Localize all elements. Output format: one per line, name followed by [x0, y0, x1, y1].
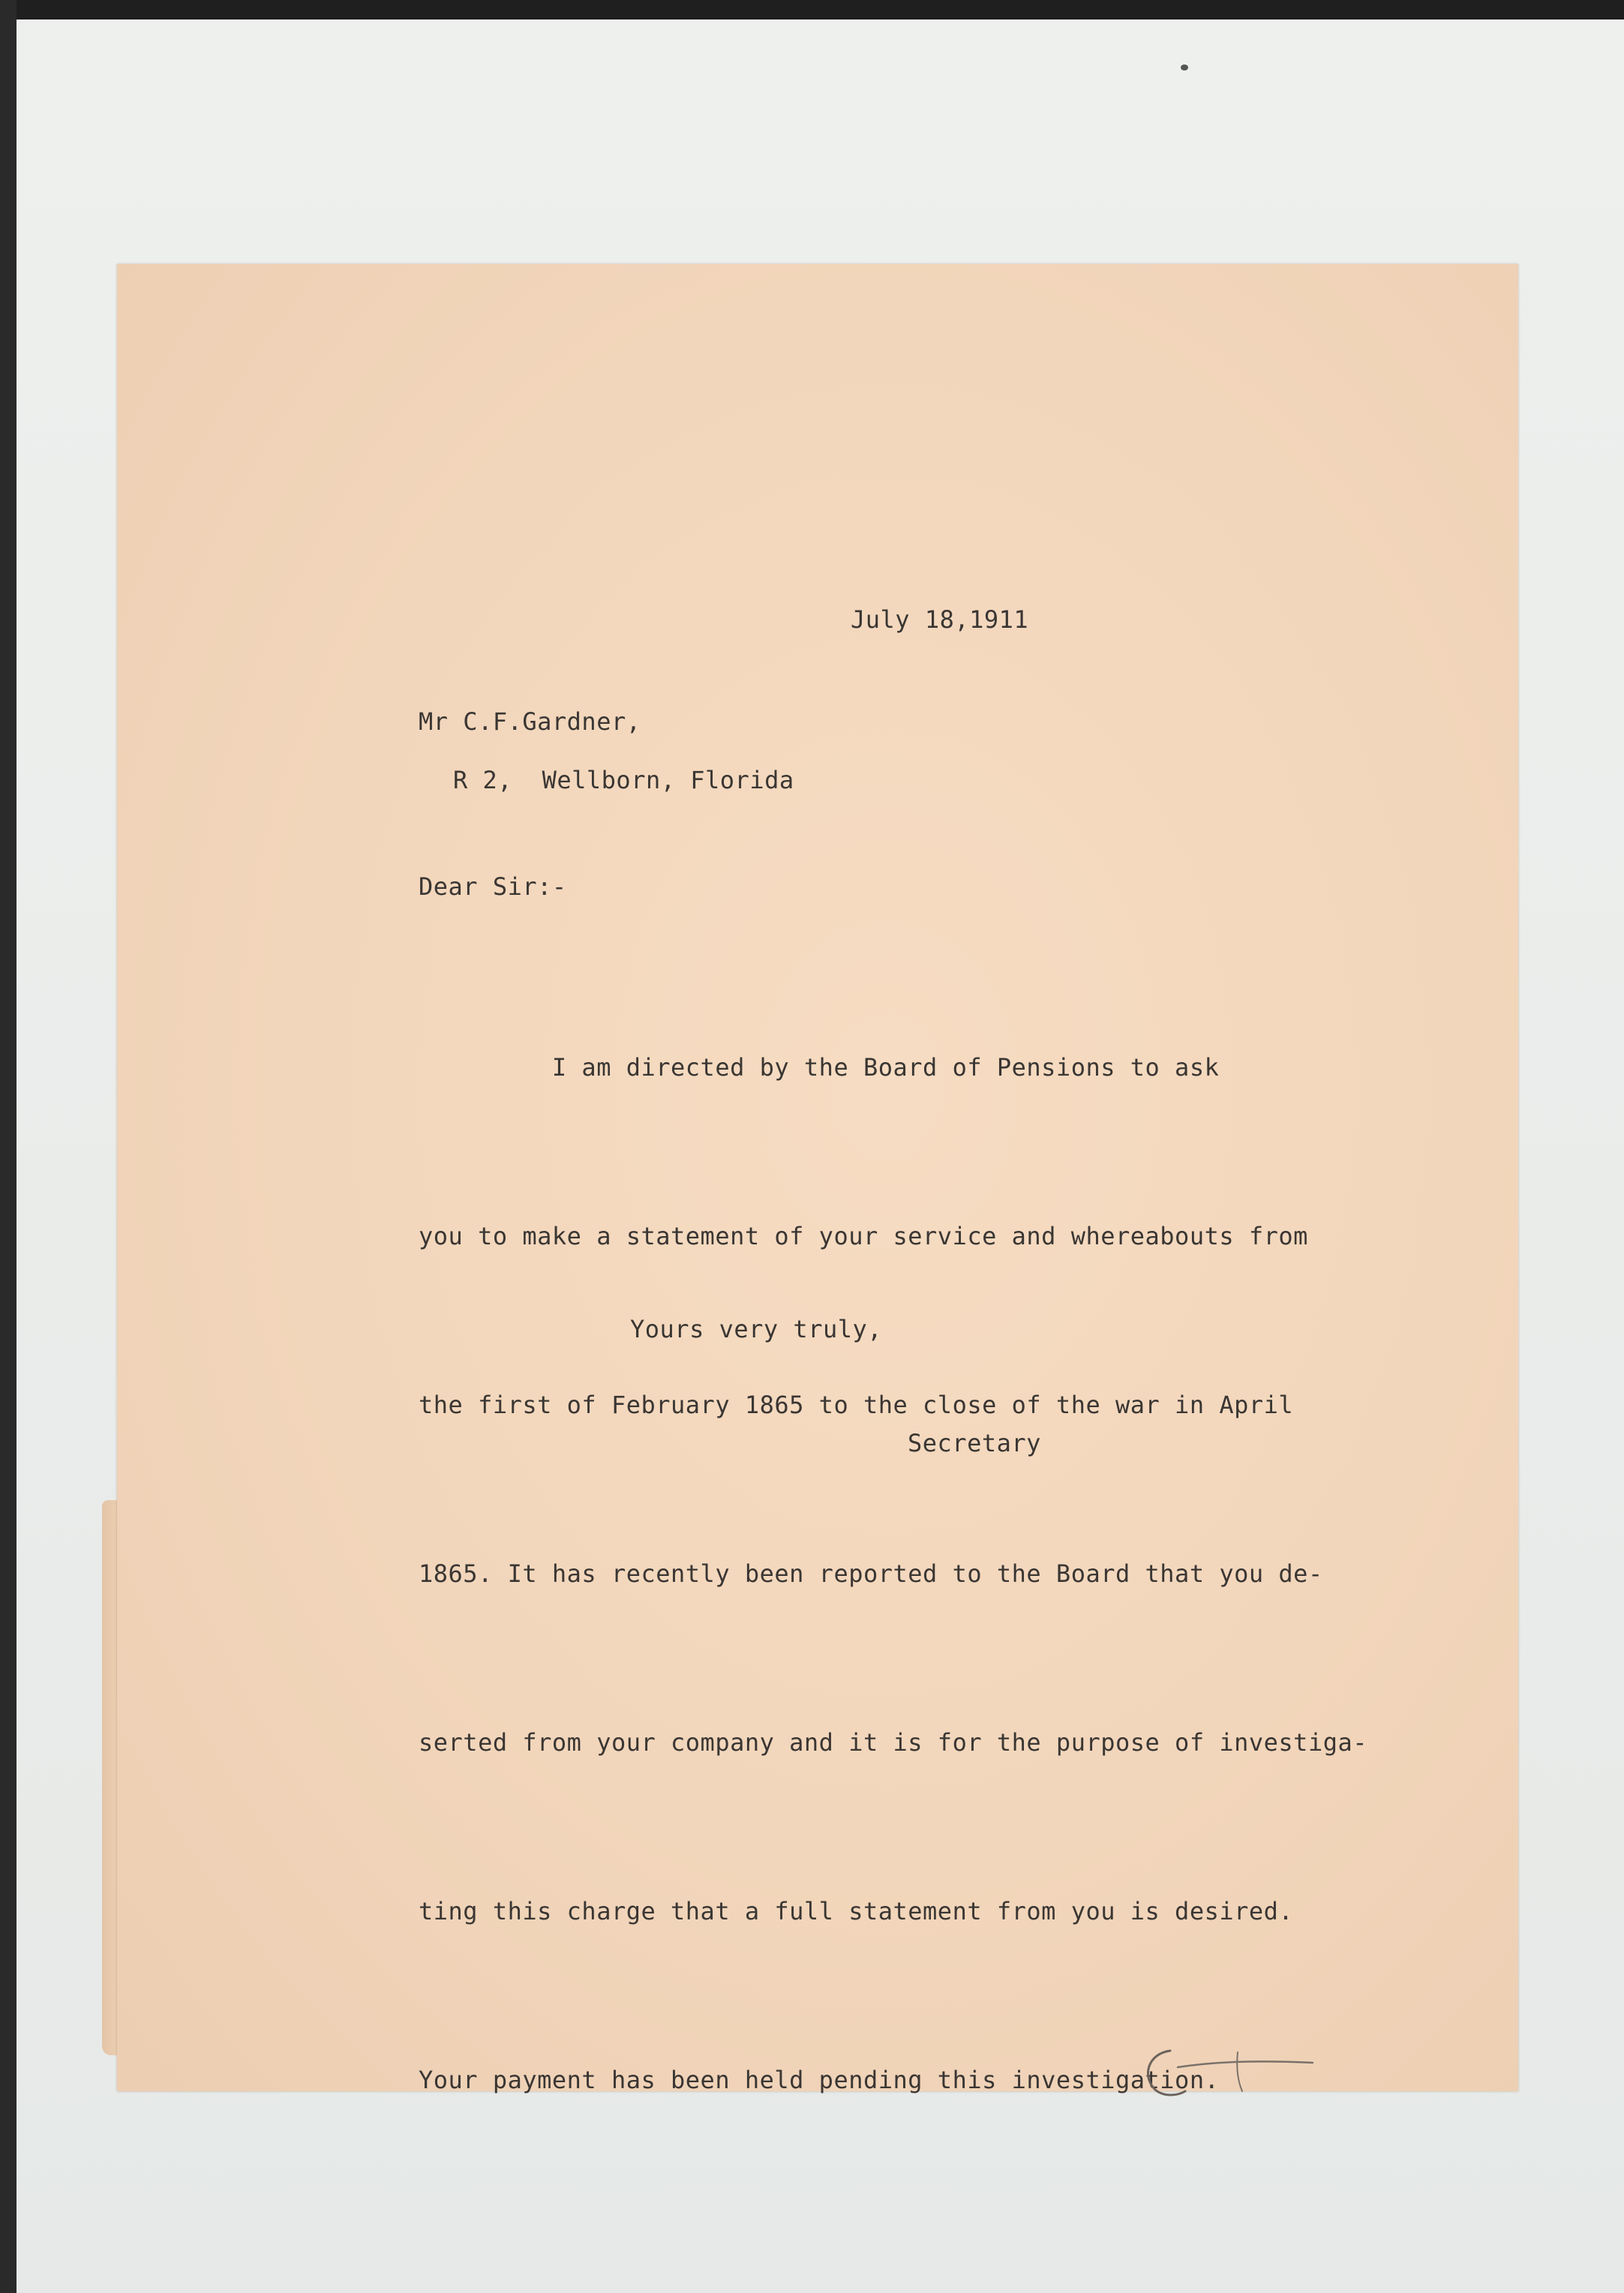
recipient-address: R 2, Wellborn, Florida: [453, 766, 794, 794]
letter-closing: Yours very truly,: [630, 1315, 883, 1343]
body-line: 1865. It has recently been reported to the Board that you de-: [419, 1559, 1323, 1588]
recipient-name: Mr C.F.Gardner,: [419, 707, 641, 736]
scan-top-border: [0, 0, 1624, 20]
scan-dust-speck: [1181, 65, 1188, 71]
scan-left-border: [0, 0, 17, 2293]
signature-title: Secretary: [908, 1429, 1041, 1457]
body-line: Your payment has been held pending this investigation.: [419, 2066, 1220, 2094]
letter-date: July 18,1911: [851, 605, 1029, 634]
body-line: the first of February 1865 to the close of the war in April: [419, 1391, 1294, 1419]
letter-body: [419, 927, 1367, 2165]
body-line: ting this charge that a full statement from you is desired.: [419, 1897, 1294, 1925]
body-line: you to make a statement of your service and whereabouts from: [419, 1222, 1308, 1250]
pencil-scribble-icon: [1125, 2037, 1320, 2105]
body-line: serted from your company and it is for the purpose of investiga-: [419, 1728, 1367, 1757]
body-line: I am directed by the Board of Pensions to ask: [419, 1053, 1220, 1082]
salutation: Dear Sir:-: [419, 872, 567, 901]
